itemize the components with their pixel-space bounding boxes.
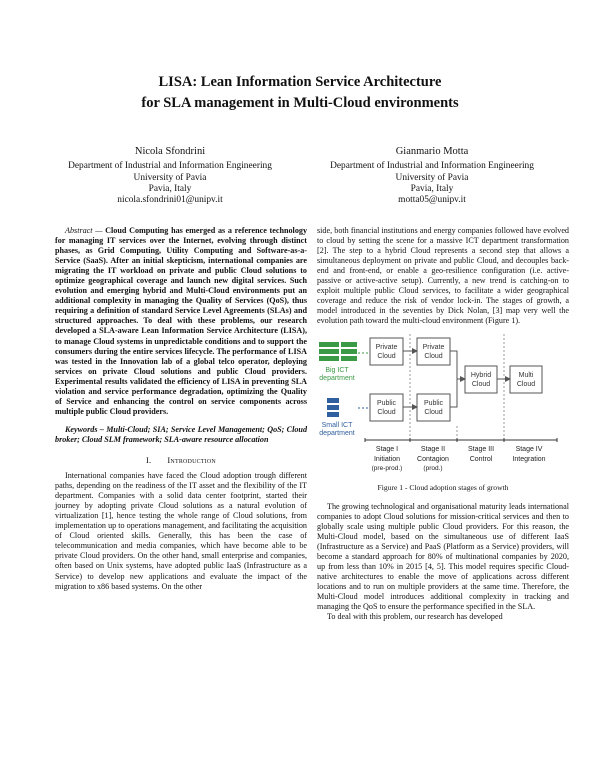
stage-4-name: Stage IV <box>515 446 543 454</box>
author-city: Pavia, Italy <box>148 183 192 194</box>
stage-3-name: Stage III <box>467 446 495 454</box>
section-heading <box>55 455 307 465</box>
title-line-1: LISA: Lean Information Service Architecture <box>158 74 442 90</box>
box-text: Cloud <box>424 409 443 417</box>
stage-1-label: Initiation <box>373 456 401 464</box>
left-column <box>55 226 307 592</box>
hybrid-cloud-box <box>465 366 497 393</box>
author-dept: Department of Industrial and Information Engineering <box>68 161 272 172</box>
author-univ: University of Pavia <box>133 172 207 183</box>
stage-2-sub: (prod.) <box>423 465 443 473</box>
abstract-label: Abstract — <box>65 226 103 235</box>
right-column <box>317 226 569 622</box>
box-text: Private <box>375 344 398 352</box>
box-text: Multi <box>518 372 534 380</box>
right-paragraph-2: The growing technological and organisational maturity leads international companies to adopt Cloud solutions for mission-critical services and then to globally scale using multiple public Cloud providers. For this reason, the Multi-Cloud model, based on the simultaneous use of different IaaS (Infrastructure as a Service) and PaaS (Platform as a Service) providers, will become a standard approach for 80% of multinational companies by 2020, up from less than 10% in 2015 [4, 5]. This model requires specific Cloud-native architectures to enable the move of applications across different locations and to run on multiple providers at the same time. Therefore, the Multi-Cloud model introduces additional complexity in tracking and managing the QoS to ensure the performance specified in the SLA. <box>317 501 569 611</box>
author-univ: University of Pavia <box>395 172 469 183</box>
box-text: Cloud <box>377 353 396 361</box>
box-text: Cloud <box>377 409 396 417</box>
stage-4-label: Integration <box>512 456 546 464</box>
figure-1-diagram <box>317 334 569 482</box>
multi-cloud-box <box>510 366 542 393</box>
public-cloud-box-1 <box>370 394 403 421</box>
public-cloud-box-2 <box>417 394 450 421</box>
author-block-1 <box>40 146 300 206</box>
author-email: motta05@unipv.it <box>398 195 466 206</box>
title-line-2: for SLA management in Multi-Cloud environments <box>141 95 459 111</box>
intro-paragraph-1: International companies have faced the Cloud adoption trough different paths, depending on the readiness of the IT asset and the flexibility of the IT department. Companies with a solid data center footprint, started their journey by adopting private Cloud solutions as a natural evolution of virtualization [1], hence testing the whole range of Cloud solutions, from implementation up to operations management, and facilitating the acquisition of Cloud oriented skills. Generally, this has been the case of telecommunication and media companies, which have become able to be private Cloud providers. On the other hand, small enterprise and companies, often based on Unix systems, have adopted public IaaS (Infrastructure as a Service) to develop new applications and evaluate the impact of the migration to x86 based systems. On the other <box>55 471 307 591</box>
author-dept: Department of Industrial and Information Engineering <box>330 161 534 172</box>
paper-title <box>40 72 560 114</box>
author-name: Nicola Sfondrini <box>134 146 206 157</box>
private-cloud-box-1 <box>370 338 403 365</box>
author-city: Pavia, Italy <box>410 183 454 194</box>
stage-1-name: Stage I <box>375 446 399 454</box>
abstract <box>55 226 307 417</box>
private-cloud-box-2 <box>417 338 450 365</box>
small-ict-server-icon <box>327 398 339 417</box>
figure-1 <box>317 334 569 482</box>
big-ict-server-icon <box>319 342 357 361</box>
section-title: Introduction <box>167 454 216 465</box>
box-text: Private <box>422 344 445 352</box>
box-text: Public <box>376 400 397 408</box>
stage-1-sub: (pre-prod.) <box>371 465 403 473</box>
box-text: Cloud <box>516 381 536 389</box>
abstract-text: Cloud Computing has emerged as a reference technology for managing IT services over the Internet, evolving through distinct phases, as Grid Computing, Utility Computing and Software-as-a-Service (SaaS). After an initial skepticism, international companies are migrating the IT workload on private and public Cloud solutions to optimize geographical coverage and launch new digital services. Such evolution and emerging hybrid and Multi-Cloud environments put an additional complexity in managing the Quality of Services (QoS), thus requiring a definition of standard Service Level Agreements (SLAs) and structured approaches. To deal with these problems, our research developed a SLA-aware Lean Information Service Architecture (LISA), to manage Cloud systems in unpredictable conditions and to support the consumers during the entire services lifecycle. The performance of LISA was tested in the Innovation lab of a global telco operator, deploying services on private Cloud solutions and public Cloud providers. Experimental results validated the efficiency of LISA in preventing SLA violation and service performance degradation, optimizing the Quality of Service and enhancing the control on service components across multiple public Cloud providers. <box>55 226 308 416</box>
keywords: Keywords – Multi-Cloud; SIA; Service Level Management; QoS; Cloud broker; Cloud SLM framework; SLA-aware resource allocation <box>55 424 307 444</box>
figure-1-caption: Figure 1 - Cloud adoption stages of growth <box>377 483 509 493</box>
stage-3-label: Control <box>469 456 493 464</box>
stage-2-name: Stage II <box>420 446 446 454</box>
big-dept-label-2: department <box>319 375 355 383</box>
big-dept-label-1: Big ICT <box>325 367 349 375</box>
author-name: Gianmario Motta <box>395 146 469 157</box>
box-text: Cloud <box>471 381 491 389</box>
small-dept-label-1: Small ICT <box>321 422 353 430</box>
section-number: I. <box>146 454 152 465</box>
box-text: Hybrid <box>470 372 492 380</box>
stage-2-label: Contagion <box>417 456 449 464</box>
box-text: Public <box>423 400 444 408</box>
right-paragraph-1: side, both financial institutions and energy companies followed have evolved to cloud by setting the scene for a massive ICT department transformation [2]. The step to a hybrid Cloud represents a second step that allows a simultaneous deployment on private and public Cloud, and decouples back-end and front-end, or enable a geo-resilience configuration (i.e. active-passive or active-active setup). Currently, a new trend is catching-on to exploit multiple public Cloud services, to facilitate a wider geographical coverage and reduce the risk of vendor lock-in. The stages of growth, a model introduced in the seventies by Dick Nolan, [3] map very well the evolution path toward the multi-cloud environment (Figure 1). <box>317 226 569 326</box>
right-paragraph-3: To deal with this problem, our research has developed <box>327 612 503 622</box>
box-text: Cloud <box>424 353 443 361</box>
author-block-2 <box>302 146 562 206</box>
author-email: nicola.sfondrini01@unipv.it <box>117 195 223 206</box>
small-dept-label-2: department <box>319 430 355 438</box>
